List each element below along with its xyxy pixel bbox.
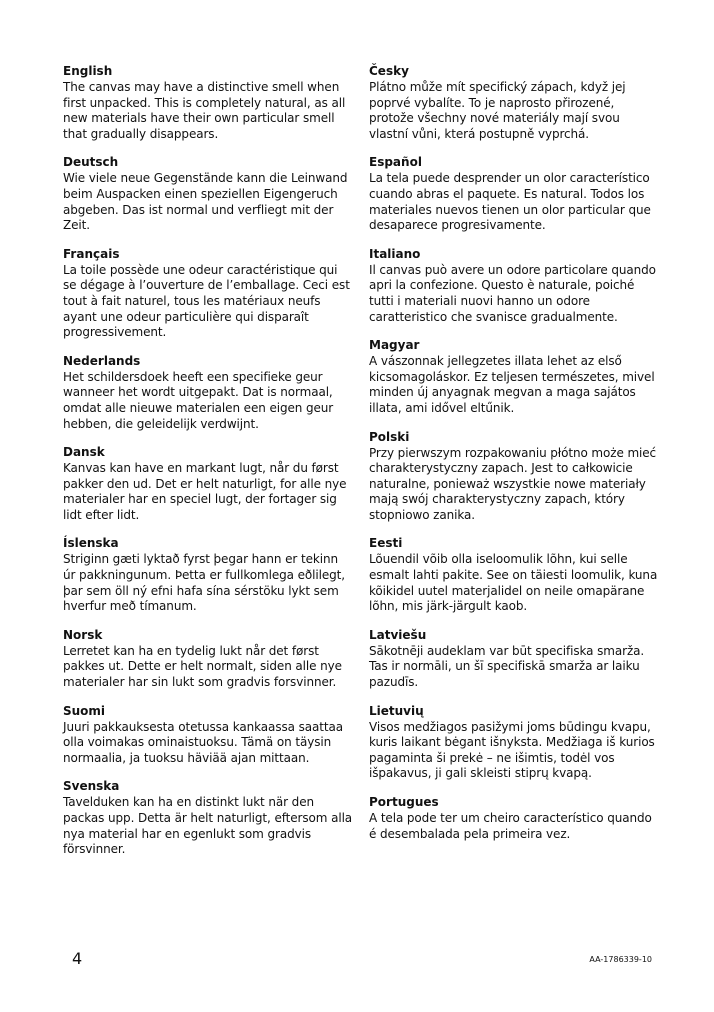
language-heading: Español	[369, 155, 422, 170]
language-text: Sākotnēji audeklam var būt specifiska smarža. Tas ir normāli, un šī specifiskā smarža ar laiku pazudīs.	[369, 643, 645, 690]
section-cesky	[369, 63, 659, 142]
section-english	[63, 63, 353, 142]
language-heading: Suomi	[63, 703, 106, 718]
language-heading: Italiano	[369, 246, 421, 261]
section-suomi	[63, 703, 353, 767]
language-text: Visos medžiagos pasižymi joms būdingu kvapu, kuris laikant bėgant išnyksta. Medžiaga iš kurios pagaminta ši prekė – ne išimtis, todėl vos išpakavus, ji gali skleisti stiprų kvapą.	[369, 719, 655, 781]
language-text: Lõuendil võib olla iseloomulik lõhn, kui selle esmalt lahti pakite. See on täiesti loomulik, kuna kõikidel uutel materjalidel on neile omapärane lõhn, mis järk-järgult kaob.	[369, 552, 658, 614]
section-svenska	[63, 778, 353, 857]
section-polski	[369, 429, 659, 524]
language-heading: Portugues	[369, 795, 439, 809]
section-lietuviu	[369, 703, 659, 782]
section-dansk	[63, 444, 353, 523]
section-magyar	[369, 337, 659, 416]
language-heading: Íslenska	[63, 536, 119, 551]
language-text: Przy pierwszym rozpakowaniu płótno może mieć charakterystyczny zapach. Jest to całkowicie naturalne, ponieważ wszystkie nowe materiały mają swój charakterystyczny zapach, który stopniowo zanika.	[369, 445, 657, 522]
section-eesti	[369, 535, 659, 614]
language-text: La toile possède une odeur caractéristique qui se dégage à l’ouverture de l’emballage. Ceci est tout à fait naturel, tous les matériaux neufs ayant une odeur particulière qui disparaît progressivement.	[63, 262, 350, 340]
language-heading: English	[63, 64, 113, 78]
language-heading: Lietuvių	[369, 703, 424, 718]
language-text: Het schildersdoek heeft een specifieke geur wanneer het wordt uitgepakt. Dat is normaal, omdat alle nieuwe materialen een eigen geur hebben, die geleidelijk verdwijnt.	[63, 369, 334, 431]
section-espanol	[369, 154, 659, 233]
language-text: Striginn gæti lyktað fyrst þegar hann er tekinn úr pakkningunum. Þetta er fullkomlega eðlilegt, þar sem öll ný efni hafa sína sérstöku lykt sem hverfur með tímanum.	[63, 552, 345, 614]
section-francais	[63, 246, 353, 341]
language-text: Lerretet kan ha en tydelig lukt når det først pakkes ut. Dette er helt normalt, siden alle nye materialer har sin lukt som gradvis forsvinner.	[63, 643, 342, 690]
language-heading: Svenska	[63, 779, 120, 794]
section-portugues	[369, 794, 659, 842]
language-heading: Dansk	[63, 445, 105, 460]
section-nederlands	[63, 353, 353, 432]
language-heading: Nederlands	[63, 353, 141, 368]
language-text: Juuri pakkauksesta otetussa kankaassa saattaa olla voimakas ominaistuoksu. Tämä on täysin normaalia, ja tuoksu häviää ajan mittaan.	[63, 719, 343, 765]
language-heading: Latviešu	[369, 627, 427, 642]
section-italiano	[369, 246, 659, 325]
language-text: Wie viele neue Gegenstände kann die Leinwand beim Auspacken einen speziellen Eigengeruch abgeben. Das ist normal und verfliegt mit der Zeit.	[63, 171, 348, 233]
language-heading: Česky	[369, 64, 409, 78]
language-text: La tela puede desprender un olor característico cuando abras el paquete. Es natural. Todos los materiales nuevos tienen un olor particular que desaparece progresivamente.	[369, 171, 651, 233]
language-text: Kanvas kan have en markant lugt, når du først pakker den ud. Det er helt naturligt, for alle nye materialer har en speciel lugt, der fortager sig lidt efter lidt.	[63, 461, 347, 522]
language-heading: Norsk	[63, 627, 103, 642]
section-latviesu	[369, 627, 659, 691]
right-column	[369, 63, 659, 854]
language-text: A vászonnak jellegzetes illata lehet az első kicsomagoláskor. Ez teljesen természetes, mivel minden új anyagnak megvan a maga sajátos illata, ami idővel eltűnik.	[369, 354, 655, 415]
language-heading: Polski	[369, 429, 410, 444]
page-number: 4	[72, 949, 83, 968]
language-text: The canvas may have a distinctive smell when first unpacked. This is completely natural, as all new materials have their own particular smell that gradually disappears.	[63, 80, 346, 141]
document-code: AA-1786339-10	[589, 955, 652, 964]
language-text: Plátno může mít specifický zápach, když jej poprvé vybalíte. To je naprosto přirozené, protože všechny nové materiály mají svou vlastní vůni, která postupně vyprchá.	[369, 80, 626, 141]
left-column	[63, 63, 353, 870]
language-heading: Deutsch	[63, 155, 119, 170]
section-islenska	[63, 535, 353, 614]
language-heading: Eesti	[369, 536, 403, 551]
language-text: A tela pode ter um cheiro característico quando é desembalada pela primeira vez.	[369, 811, 652, 841]
section-deutsch	[63, 154, 353, 233]
language-heading: Magyar	[369, 338, 420, 353]
language-text: Tavelduken kan ha en distinkt lukt när den packas upp. Detta är helt naturligt, eftersom alla nya material har en egenlukt som gradvis försvinner.	[63, 795, 353, 857]
section-norsk	[63, 627, 353, 691]
language-heading: Français	[63, 246, 120, 261]
language-text: Il canvas può avere un odore particolare quando apri la confezione. Questo è naturale, poiché tutti i materiali nuovi hanno un odore caratteristico che svanisce gradualmente.	[369, 262, 656, 324]
